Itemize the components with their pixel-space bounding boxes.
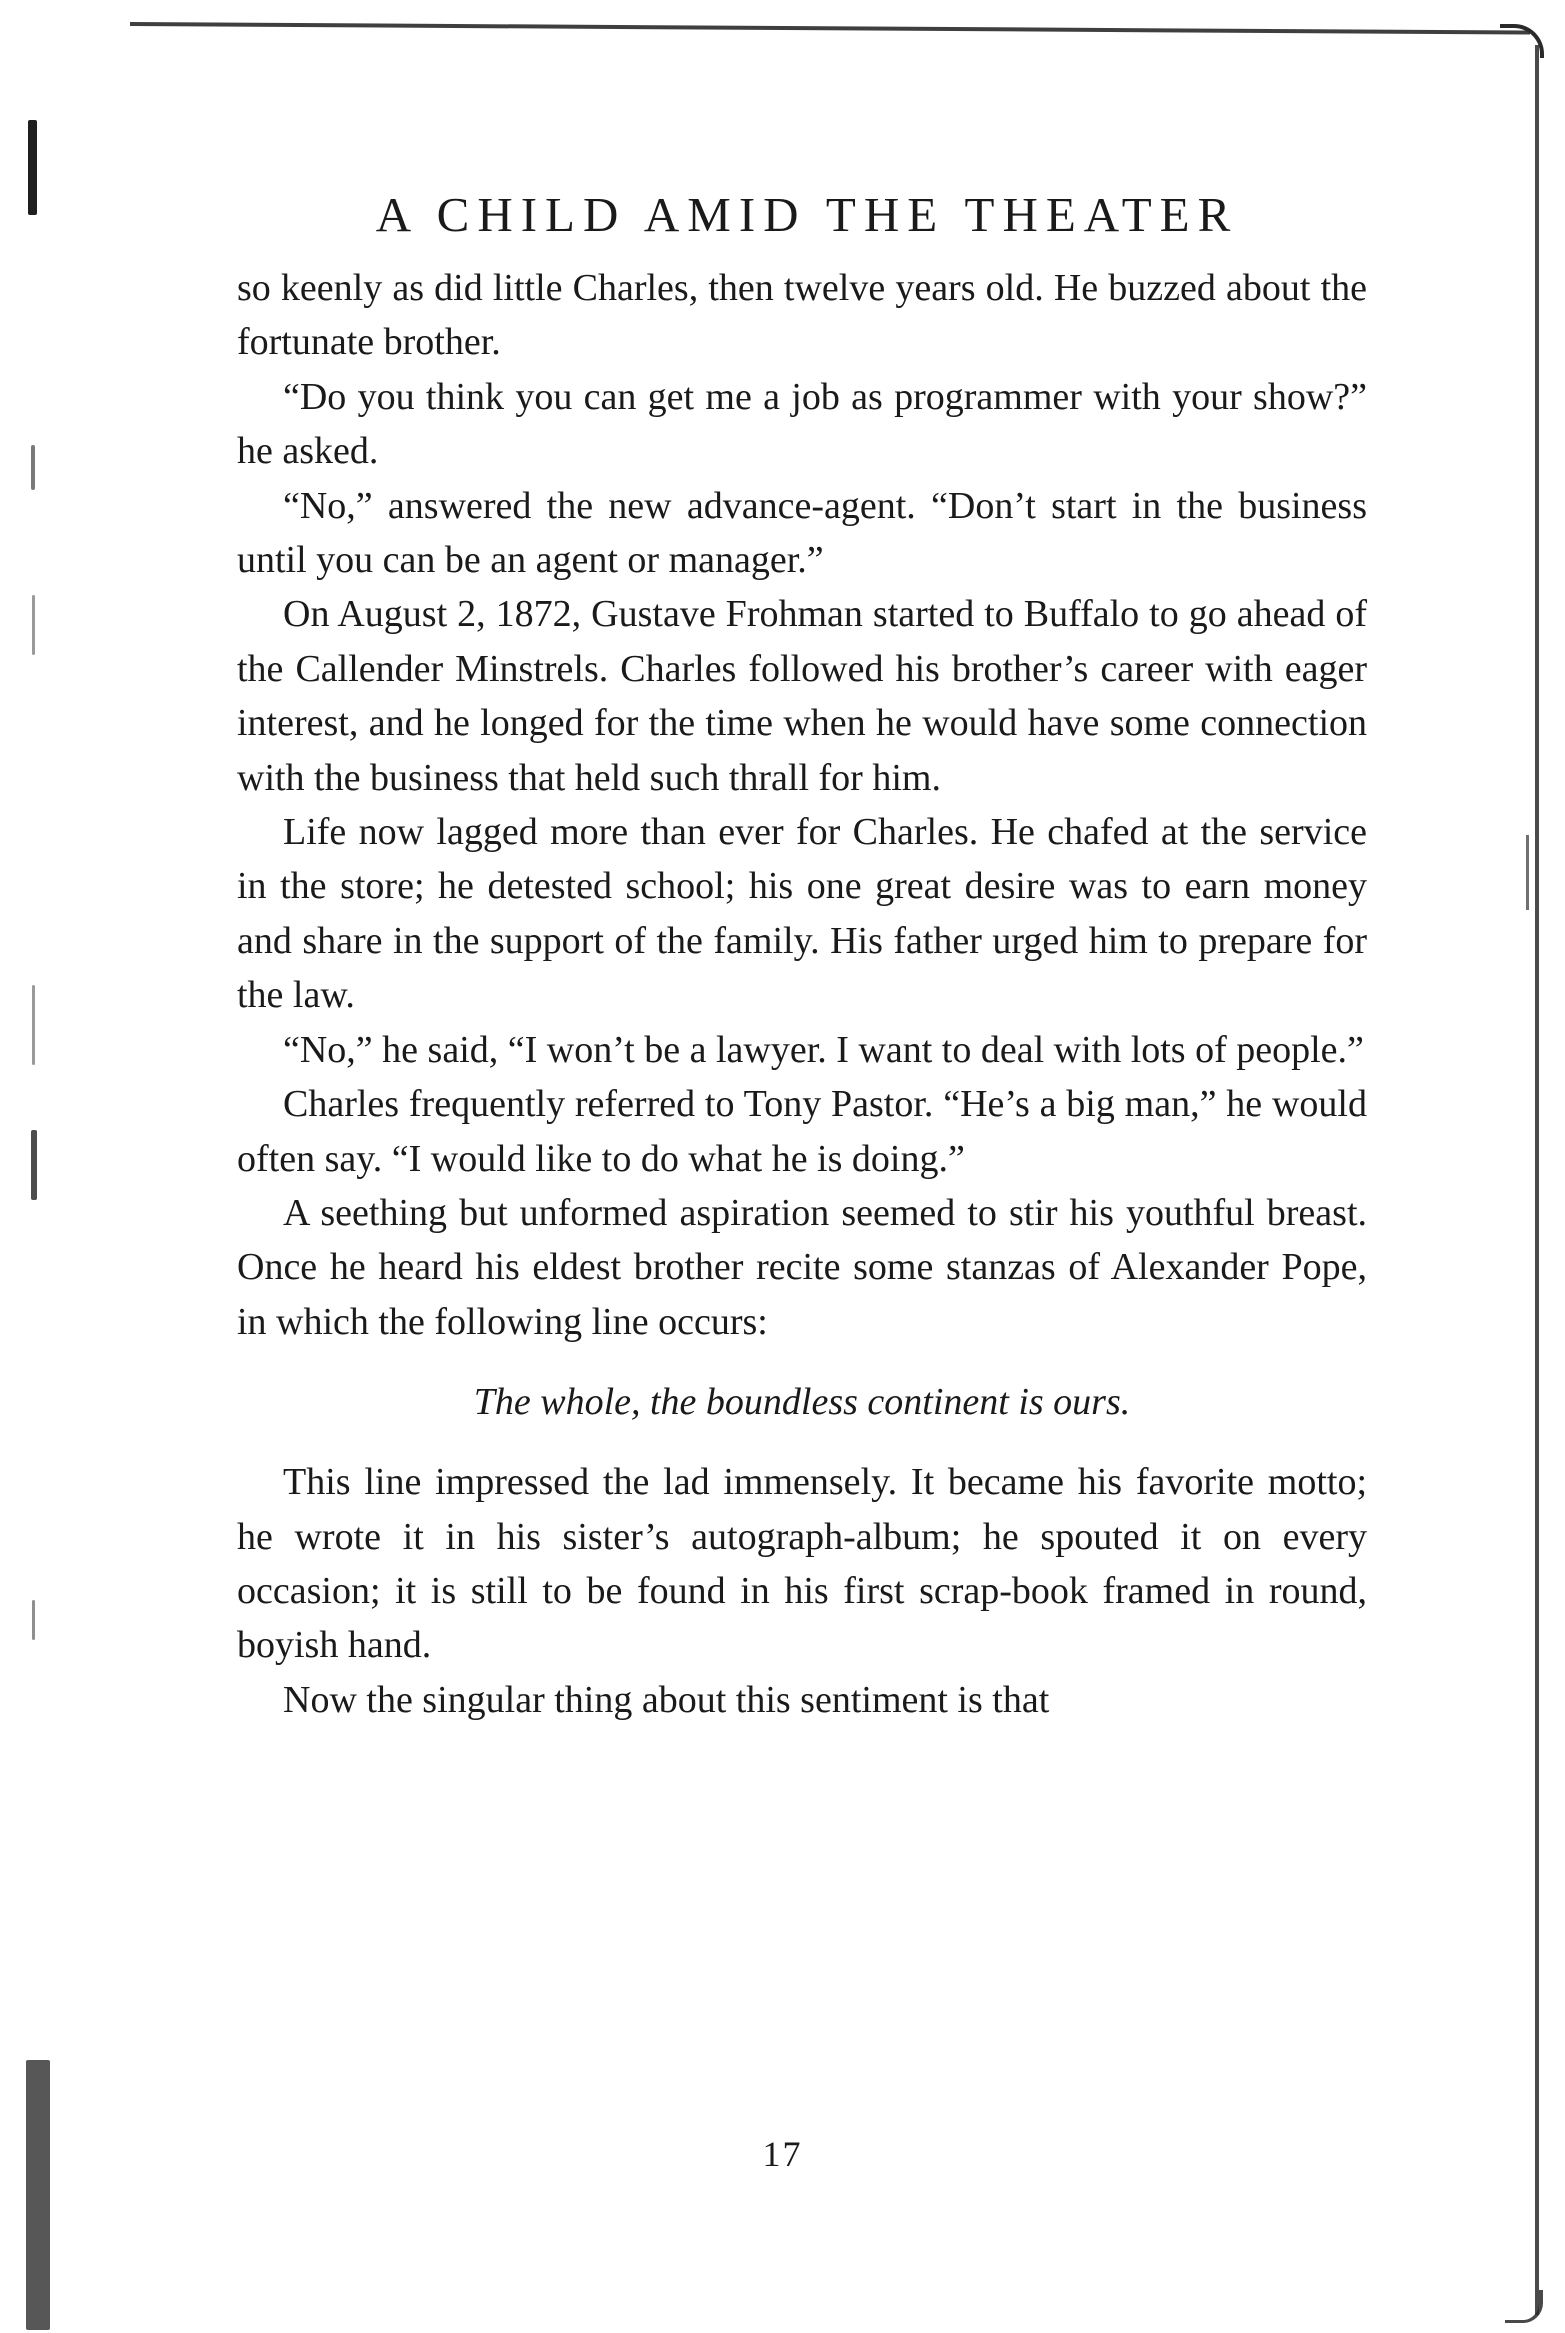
scan-edge-bottom-corner xyxy=(1505,2290,1543,2323)
paragraph: Charles frequently referred to Tony Pastor. “He’s a big man,” he would often say. “I would like to do what he is doing.” xyxy=(237,1083,1367,1180)
binding-mark xyxy=(32,985,35,1065)
binding-mark xyxy=(26,2060,50,2330)
binding-mark xyxy=(32,1600,35,1640)
scan-edge-top xyxy=(130,22,1530,35)
paragraph: Now the singular thing about this sentiment is that xyxy=(283,1678,1050,1721)
paragraph: “Do you think you can get me a job as programmer with your show?” he asked. xyxy=(237,375,1367,473)
binding-mark xyxy=(31,445,35,490)
paragraph: A seething but unformed aspiration seemed to stir his youthful breast. Once he heard his eldest brother recite some stanzas of Alexander Pope, in which the following line occurs: xyxy=(237,1191,1367,1343)
binding-mark xyxy=(28,120,37,215)
verse-quotation: The whole, the boundless continent is ours. xyxy=(473,1381,1131,1424)
paragraph: so keenly as did little Charles, then twelve years old. He buzzed about the fortunate brother. xyxy=(237,267,1367,364)
paragraph: This line impressed the lad immensely. It became his favorite motto; he wrote it in his sister’s autograph-album; he spouted it on every occasion; it is still to be found in his first scrap-book framed in round, boyish hand. xyxy=(237,1461,1367,1667)
paragraph: “No,” he said, “I won’t be a lawyer. I want to deal with lots of people.” xyxy=(283,1028,1364,1071)
scan-edge-right xyxy=(1535,45,1539,2315)
book-page xyxy=(237,187,1367,1727)
binding-mark xyxy=(31,1130,37,1200)
scan-mark-right xyxy=(1526,835,1529,910)
binding-mark xyxy=(32,595,35,655)
paragraph: Life now lagged more than ever for Charles. He chafed at the service in the store; he detested school; his one great desire was to earn money and share in the support of the family. His father urged him to prepare for the law. xyxy=(237,811,1367,1017)
paragraph: On August 2, 1872, Gustave Frohman started to Buffalo to go ahead of the Callender Minstrels. Charles followed his brother’s career with eager interest, and he longed for the time when he would have some connection with the business that held such thrall for him. xyxy=(237,593,1367,799)
paragraph: “No,” answered the new advance-agent. “Don’t start in the business until you can be an agent or manager.” xyxy=(237,484,1367,582)
page-number: 17 xyxy=(762,2134,803,2174)
running-head: A CHILD AMID THE THEATER xyxy=(375,187,1239,242)
